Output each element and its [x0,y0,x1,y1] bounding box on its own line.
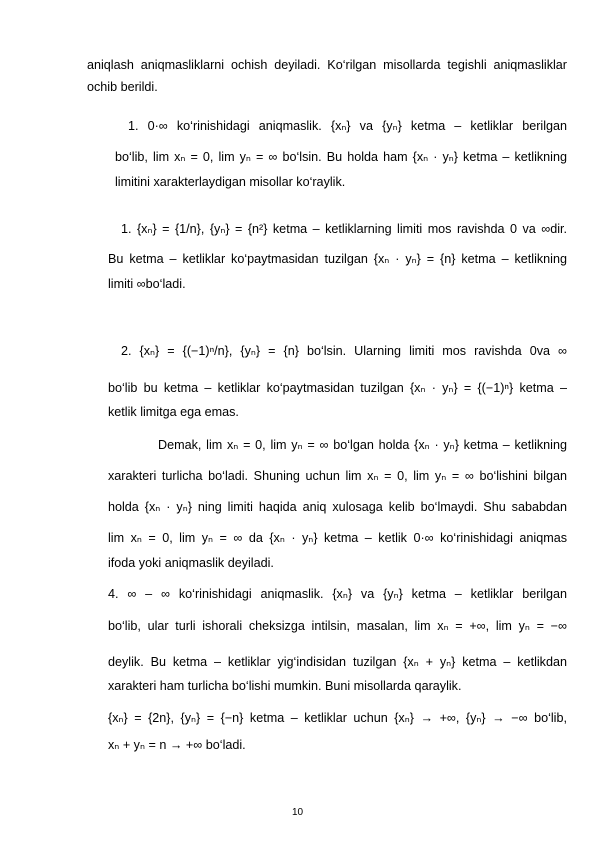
text-line: xarakteri turlicha bo‘ladi. Shuning uchun lim xₙ = 0, lim yₙ = ∞ bo‘lishini bilgan [108,469,567,483]
text-line: bo‘lib, ular turli ishorali cheksizga intilsin, masalan, lim xₙ = +∞, lim yₙ = −∞ [108,619,567,633]
text-line: 4. ∞ – ∞ ko‘rinishidagi aniqmaslik. {xₙ} va {yₙ} ketma – ketliklar berilgan [108,587,567,601]
text-line: holda {xₙ · yₙ} ning limiti haqida aniq xulosaga kelib bo‘lmaydi. Shu sababdan [108,500,567,514]
text-line: ketlik limitga ega emas. [108,405,239,419]
text-line: bo‘lib, lim xₙ = 0, lim yₙ = ∞ bo‘lsin. Bu holda ham {xₙ · yₙ} ketma – ketlikning [115,150,567,164]
text-line: bo‘lib bu ketma – ketliklar ko‘paytmasidan tuzilgan {xₙ · yₙ} = {(−1)ⁿ} ketma – [108,381,567,395]
text-line: ochib berildi. [87,80,158,94]
text-line: 1. 0·∞ ko‘rinishidagi aniqmaslik. {xₙ} va {yₙ} ketma – ketliklar berilgan [128,119,567,133]
text-line: {xₙ} = {2n}, {yₙ} = {−n} ketma – ketliklar uchun {xₙ} → +∞, {yₙ} → −∞ bo‘lib, [108,711,567,725]
text-line: ifoda yoki aniqmaslik deyiladi. [108,556,274,570]
text-line: Demak, lim xₙ = 0, lim yₙ = ∞ bo‘lgan holda {xₙ · yₙ} ketma – ketlikning [158,438,567,452]
text-line: limitini xarakterlaydigan misollar ko‘raylik. [115,175,346,189]
page-number: 10 [291,807,304,818]
text-line: xarakteri ham turlicha bo‘lishi mumkin. Buni misollarda qaraylik. [108,679,462,693]
text-line: 2. {xₙ} = {(−1)ⁿ/n}, {yₙ} = {n} bo‘lsin. Ularning limiti mos ravishda 0va ∞ [121,344,567,358]
text-line: xₙ + yₙ = n → +∞ bo‘ladi. [108,738,246,752]
text-line: Bu ketma – ketliklar ko‘paytmasidan tuzilgan {xₙ · yₙ} = {n} ketma – ketlikning [108,252,567,266]
text-line: deylik. Bu ketma – ketliklar yig‘indisidan tuzilgan {xₙ + yₙ} ketma – ketlikdan [108,655,567,669]
text-line: lim xₙ = 0, lim yₙ = ∞ da {xₙ · yₙ} ketma – ketlik 0·∞ ko‘rinishidagi aniqmas [108,531,567,545]
text-line: 1. {xₙ} = {1/n}, {yₙ} = {n²} ketma – ketliklarning limiti mos ravishda 0 va ∞dir. [121,222,567,236]
text-line: limiti ∞bo‘ladi. [108,277,186,291]
text-line: aniqlash aniqmasliklarni ochish deyiladi. Ko‘rilgan misollarda tegishli aniqmasliklar [87,58,567,72]
